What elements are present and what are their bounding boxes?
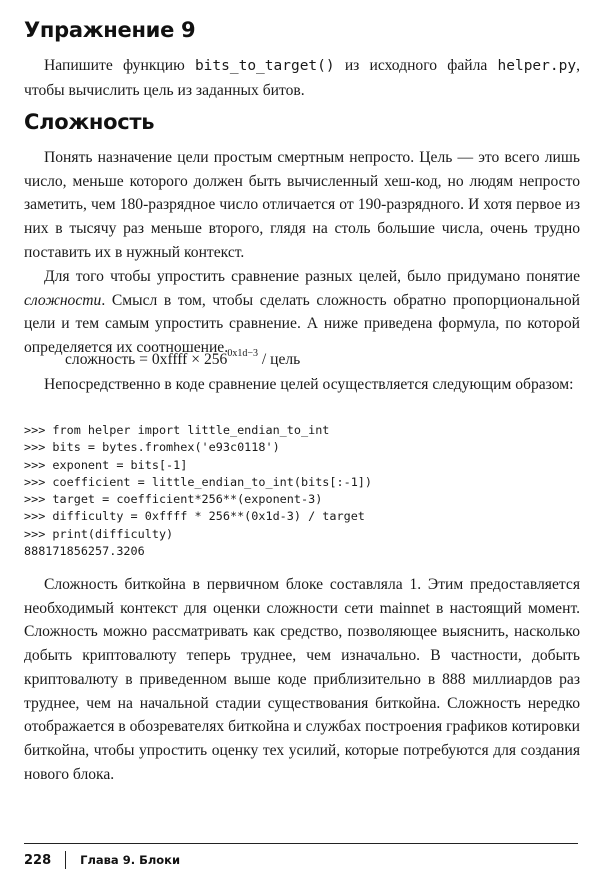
page-footer xyxy=(24,850,180,870)
code-output: 888171856257.3206 xyxy=(24,544,145,559)
exercise-text-after: , чтобы вычислить цель из заданных битов. xyxy=(24,57,580,99)
code-line: >>> coefficient = little_endian_to_int(bits[:-1]) xyxy=(24,474,373,489)
paragraph-1: Понять назначение цели простым смертным непросто. Цель — это всего лишь число, меньше которого должен быть вычисленный хеш-код, но людям непросто заметить, чем 180-разрядное число отличается от 190-разрядного. И хотя первое из них в тысячу раз меньше второго, глядя на столь большие числа, очень трудно поставить их в нужный контекст. xyxy=(24,149,580,261)
chapter-title: Глава 9. Блоки xyxy=(80,853,181,867)
file-name: helper.py xyxy=(497,58,577,74)
function-name: bits_to_target() xyxy=(194,58,335,74)
exercise-heading: Упражнение 9 xyxy=(24,18,196,42)
exercise-text-before: Напишите функцию xyxy=(44,57,195,74)
paragraph-2-after: . Смысл в том, чтобы сделать сложность обратно пропорциональной цели и тем самым упростить сравнение. А ниже приведена формула, по которой определяется их соотношение. xyxy=(24,291,580,357)
code-line: >>> exponent = bits[-1] xyxy=(24,457,188,472)
code-block xyxy=(24,422,580,560)
code-line: >>> from helper import little_endian_to_int xyxy=(24,423,330,437)
footer-separator xyxy=(65,851,66,869)
footer-divider xyxy=(24,843,578,844)
difficulty-formula xyxy=(65,344,300,372)
page-number: 228 xyxy=(24,852,52,868)
exercise-paragraph xyxy=(24,54,580,102)
code-line: >>> bits = bytes.fromhex('e93c0118') xyxy=(24,440,280,455)
paragraph-3: Непосредственно в коде сравнение целей осуществляется следующим образом: xyxy=(44,376,574,393)
code-line: >>> difficulty = 0xffff * 256**(0x1d-3) / target xyxy=(24,509,365,524)
formula-exponent: 0x1d−3 xyxy=(227,348,258,359)
code-line: >>> print(difficulty) xyxy=(24,526,174,541)
difficulty-term: сложности xyxy=(24,291,102,309)
section-heading: Сложность xyxy=(24,110,155,134)
formula-right: / цель xyxy=(258,351,301,369)
paragraph-4: Сложность биткойна в первичном блоке составляла 1. Этим предоставляется необходимый контекст для оценки сложности сети mainnet в настоящий момент. Сложность можно рассматривать как средство, позволяющее выяснить, насколько добыть криптовалюту теперь труднее, чем изначально. В частности, добыть криптовалюту в приведенном выше коде приблизительно в 888 миллиардов раз труднее, чем на начальной стадии существования биткойна. Сложность нередко отображается в обозревателях биткойна и службах построения графиков котировки биткойна, чтобы упростить оценку тех усилий, которые потребуются для создания нового блока. xyxy=(24,576,580,783)
paragraph-2-before: Для того чтобы упростить сравнение разных целей, было придумано понятие xyxy=(44,268,580,285)
formula-left: сложность = 0xffff × 256 xyxy=(65,351,228,369)
code-line: >>> target = coefficient*256**(exponent-3) xyxy=(24,492,323,507)
exercise-text-middle: из исходного файла xyxy=(334,57,498,74)
